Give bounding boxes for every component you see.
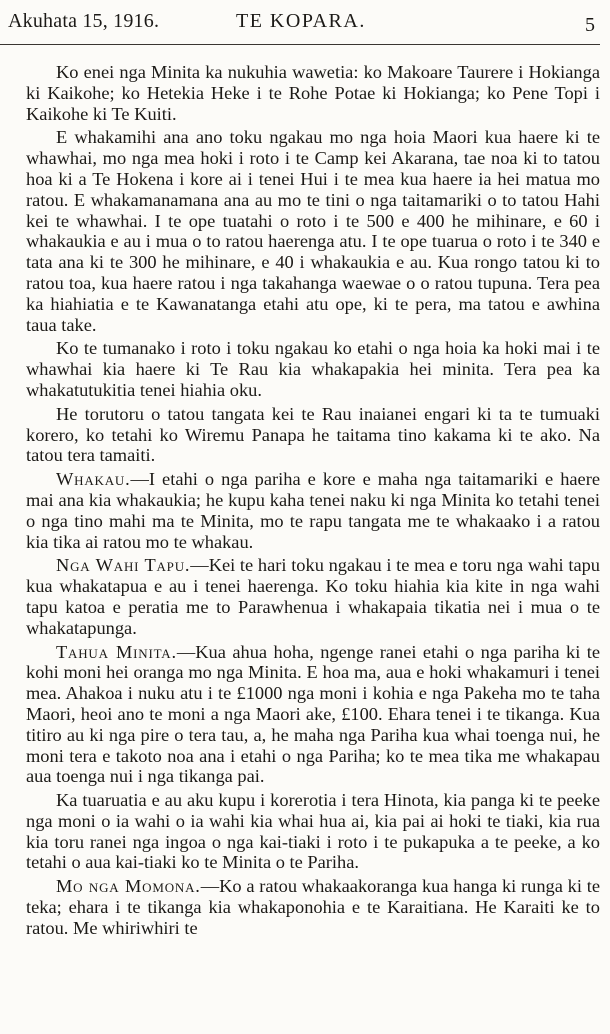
paragraph-text: Ka tuaruatia e au aku kupu i korerotia i tera Hinota, kia panga ki te peeke nga moni o ia wahi o ia wahi kia whai hua ai, kia pai ai hoki te tiaki, kia rua kia toru ranei nga ingoa o nga kai-tiaki i roto i te pukapuka a te peeke, a ko tetahi o aua kai-tiaki ko te Minita o te Pariha. <box>26 790 600 873</box>
section-lead: Tahua Minita. <box>56 641 177 662</box>
publication-title: TE KOPARA. <box>236 10 366 32</box>
issue-date: Akuhata 15, 1916. <box>8 10 160 32</box>
paragraph-text: —Kua ahua hoha, ngenge ranei etahi o nga pariha ki te kohi moni hei oranga mo nga Minita. E hoa ma, aua e hoki whakamuri i tenei mea. Ahakoa i nuku atu i te £1000 nga moni i kohia e nga Pakeha mo te taha Maori, heoi ano te moni a nga Maori ake, £100. Ehara tenei i te tikanga. Kua titiro au ki nga pire o tera tau, a, he maha nga Pariha kua whai toenga nui, he moni tera e takoto noa ana i etahi o nga Pariha; ko te mea tika me whakapau aua toenga nui i nga tikanga pai. <box>26 641 600 787</box>
paragraph <box>26 127 600 335</box>
paragraph-text: —Kei te hari toku ngakau i te mea e toru nga wahi tapu kua whakatapua e au i tenei haerenga. Ko toku hiahia kia kite in nga wahi tapu katoa e peratia me to Parawhenua i whakapaia tikatia nei i mua o te whakatapunga. <box>26 555 601 638</box>
paragraph <box>26 555 600 638</box>
paragraph-text: —Ko a ratou whakaakoranga kua hanga ki runga ki te teka; ehara i te tikanga kia whakaponohia e te Karaitiana. He Karaiti ke to ratou. Me whiriwhiri te <box>26 876 600 938</box>
article-body <box>26 62 600 942</box>
section-lead: Nga Wahi Tapu. <box>56 555 191 576</box>
page-number: 5 <box>585 14 595 36</box>
page-header <box>0 0 610 52</box>
paragraph-text: —I etahi o nga pariha e kore e maha nga taitamariki e haere mai ana kia whakaukia; he kupu kaha tenei naku ki nga Minita ko tetahi tenei o nga tino mahi ma te Minita, mo te rapu tangata me te whakaako i a ratou kia tika ai ratou mo te whakau. <box>26 469 600 552</box>
paragraph-text: Ko enei nga Minita ka nukuhia wawetia: ko Makoare Taurere i Hokianga ki Kaikohe; ko Hetekia Heke i te Rohe Potae ki Hokianga; ko Pene Topi i Kaikohe ki Te Kuiti. <box>26 62 600 124</box>
paragraph <box>26 642 600 788</box>
paragraph-text: Ko te tumanako i roto i toku ngakau ko etahi o nga hoia ka hoki mai i te whawhai kia haere ki Te Rau kia whakapakia hei minita. Tera pea ka whakatutukitia tenei hiahia oku. <box>26 338 600 400</box>
section-lead: Mo nga Momona. <box>56 876 201 897</box>
paragraph <box>26 876 600 938</box>
paragraph <box>26 338 600 400</box>
paragraph <box>26 62 600 124</box>
paragraph <box>26 469 600 552</box>
header-rule <box>0 44 600 45</box>
paragraph-text: He torutoru o tatou tangata kei te Rau inaianei engari ki ta te tumuaki korero, ko tetahi ko Wiremu Panapa he taitama tino kakama ki te ako. Na tatou tera tamaiti. <box>26 403 600 466</box>
paragraph <box>26 404 600 466</box>
section-lead: Whakau. <box>56 469 131 490</box>
paragraph-text: E whakamihi ana ano toku ngakau mo nga hoia Maori kua haere ki te whawhai, mo nga mea hoki i roto i te Camp kei Akarana, tae noa ki to tatou hoa ki a Te Hokena i kore ai i tenei Hui i te mea kua haere ia hei matua mo ratou. E whakamanamana ana au mo te tini o nga taitamariki o to tatou Hahi kei te whawhai. I te ope tuatahi o roto i te 500 e 400 he mihinare, e 60 i whakaukia e au i mua o to ratou haerenga atu. I te ope tuarua o roto i te 340 e tata ana ki te 300 he mihinare, e 40 i whakaukia e au. Kua rongo tatou ki to ratou toa, kua haere ratou i nga takahanga waewae o o ratou tupuna. Tera pea ka hiahiatia e te Kawanatanga etahi atu ope, ki te pera, ma tatou e awhina taua take. <box>26 127 600 335</box>
paragraph <box>26 790 600 873</box>
